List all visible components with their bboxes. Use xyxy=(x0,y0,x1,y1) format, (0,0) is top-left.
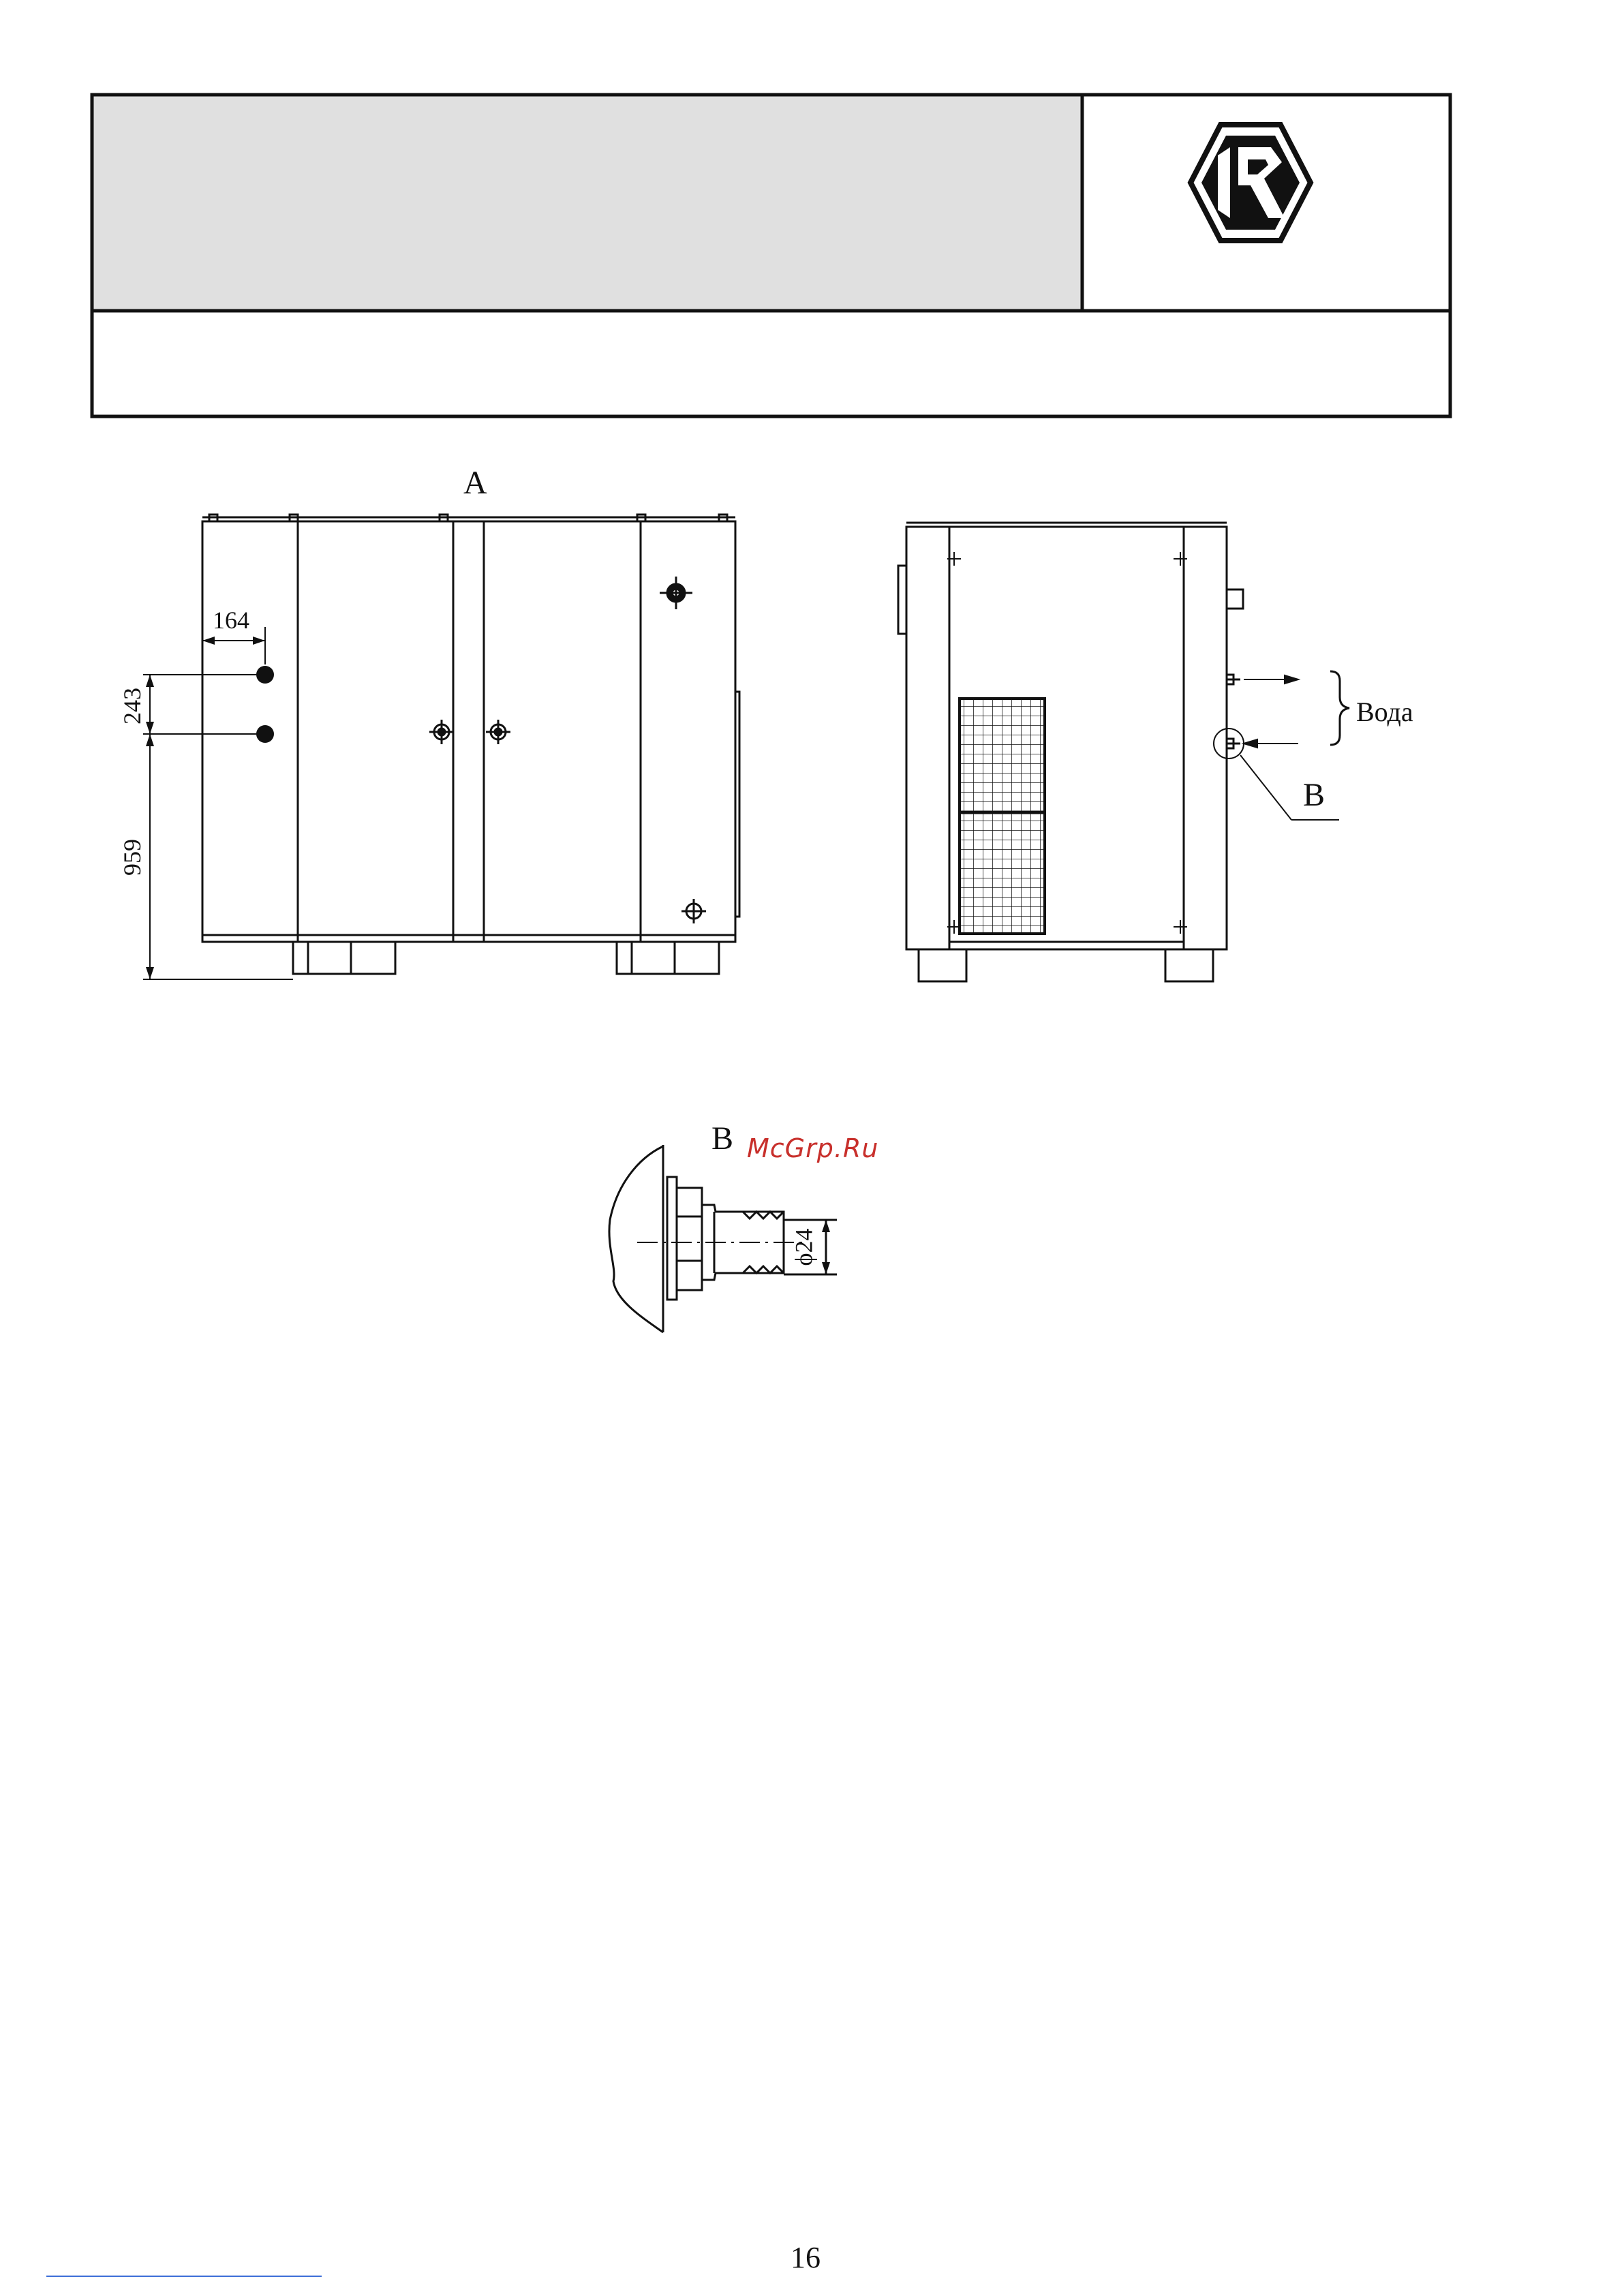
page-number: 16 xyxy=(791,2241,821,2274)
detail-label-b: B xyxy=(711,1120,734,1157)
view-label-a: A xyxy=(463,465,487,501)
dimension-959: 959 xyxy=(119,839,146,876)
diameter-label: ϕ24 xyxy=(790,1228,818,1266)
front-fittings xyxy=(429,577,706,923)
side-view xyxy=(898,523,1243,981)
callout-label-b: B xyxy=(1303,777,1326,813)
water-arrows xyxy=(1244,675,1298,748)
water-label: Вода xyxy=(1356,697,1413,727)
dimension-164: 164 xyxy=(213,607,249,634)
ventilation-grille xyxy=(960,699,1045,934)
footer-link[interactable] xyxy=(46,2276,322,2277)
water-connection-points xyxy=(256,666,274,743)
dimension-243: 243 xyxy=(119,688,146,724)
watermark: McGrp.Ru xyxy=(747,1133,879,1163)
dimension-arrows xyxy=(146,637,265,979)
water-brace xyxy=(1330,671,1349,745)
company-logo xyxy=(1191,125,1311,241)
front-view xyxy=(202,515,739,974)
